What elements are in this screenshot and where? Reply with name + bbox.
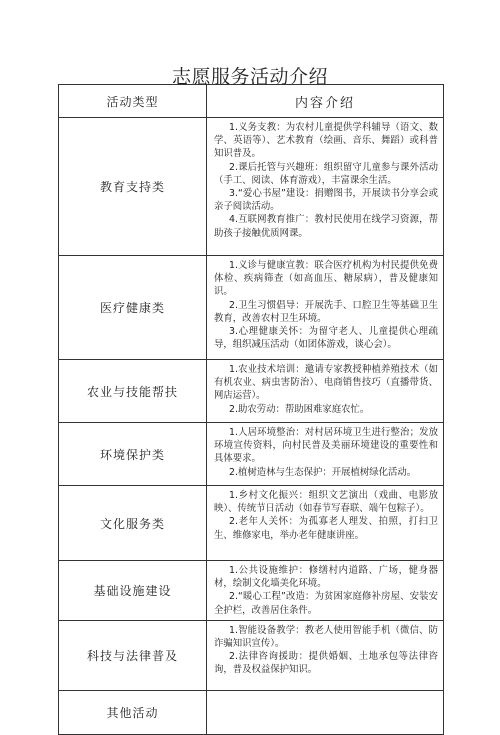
activity-category: 农业与技能帮扶 — [59, 360, 207, 423]
activity-category: 科技与法律普及 — [59, 620, 207, 690]
content-item: 1.乡村文化振兴：组织文艺演出（戏曲、电影放映）、传统节日活动（如春节写春联、端午包粽子）。 — [214, 490, 438, 515]
content-item: 3.“爱心书屋”建设：捐赠图书，开展读书分享会或亲子阅读活动。 — [214, 188, 438, 213]
content-item: 1.农业技术培训：邀请专家教授种植养殖技术（如有机农业、病虫害防治）、电商销售技巧（直播带货、网店运营）。 — [214, 364, 438, 402]
activity-category: 文化服务类 — [59, 486, 207, 561]
header-content: 内容介绍 — [207, 85, 444, 118]
activity-content — [207, 360, 444, 423]
table-row — [59, 620, 444, 690]
table-row — [59, 423, 444, 486]
activity-content — [207, 423, 444, 486]
content-item: 3.心理健康关怀：为留守老人、儿童提供心理疏导，组织减压活动（如团体游戏，谈心会）。 — [214, 326, 438, 351]
table-row — [59, 486, 444, 561]
header-activity-type: 活动类型 — [59, 85, 207, 118]
content-item: 1.义务支教：为农村儿童提供学科辅导（语文、数学、英语等）、艺术教育（绘画、音乐、舞蹈）或科普知识普及。 — [214, 122, 438, 160]
table-row — [59, 256, 444, 360]
page-title: 志愿服务活动介绍 — [171, 66, 328, 88]
content-item: 4.互联网教育推广：教村民使用在线学习资源，帮助孩子接触优质网课。 — [214, 214, 438, 239]
content-item: 2.法律咨询援助：提供婚姻、土地承包等法律咨询，普及权益保护知识。 — [214, 651, 438, 676]
table-row — [59, 690, 444, 734]
content-item: 2.卫生习惯倡导：开展洗手、口腔卫生等基础卫生教育，改善农村卫生环境。 — [214, 299, 438, 324]
table-body — [59, 118, 444, 735]
activity-content — [207, 256, 444, 360]
content-item: 2.“暖心工程”改造：为贫困家庭修补房屋、安装安全护栏，改善居住条件。 — [214, 591, 438, 616]
activity-content — [207, 620, 444, 690]
activity-table — [58, 84, 444, 735]
activity-category: 医疗健康类 — [59, 256, 207, 360]
activity-category: 基础设施建设 — [59, 561, 207, 621]
content-item: 2.老年人关怀：为孤寡老人理发、拍照，打扫卫生、维修家电，举办老年健康讲座。 — [214, 516, 438, 541]
content-item: 1.公共设施维护：修缮村内道路、广场，健身器材，绘制文化墙美化环境。 — [214, 565, 438, 590]
table-header-row — [59, 85, 444, 118]
content-item: 2.课后托管与兴趣班：组织留守儿童参与课外活动（手工、阅读、体育游戏），丰富课余生活。 — [214, 161, 438, 186]
activity-content — [207, 118, 444, 256]
content-item: 2.助农劳动：帮助困难家庭农忙。 — [229, 403, 370, 415]
activity-content — [207, 486, 444, 561]
content-item: 1.人居环境整治：对村居环境卫生进行整治；发放环境宣传资料，向村民普及美丽环境建设的重要性和具体要求。 — [214, 427, 438, 465]
table-row — [59, 561, 444, 621]
table-row — [59, 360, 444, 423]
content-item: 2.植树造林与生态保护：开展植树绿化活动。 — [229, 466, 417, 478]
activity-category: 教育支持类 — [59, 118, 207, 256]
activity-category: 环境保护类 — [59, 423, 207, 486]
activity-content — [207, 690, 444, 734]
activity-content — [207, 561, 444, 621]
activity-category: 其他活动 — [59, 690, 207, 734]
content-item: 1.智能设备教学：教老人使用智能手机（微信、防诈骗知识宣传）。 — [214, 624, 438, 650]
content-item: 1.义诊与健康宣教：联合医疗机构为村民提供免费体检、疾病筛查（如高血压、糖尿病），普及健康知识。 — [214, 260, 438, 298]
table-row — [59, 118, 444, 256]
